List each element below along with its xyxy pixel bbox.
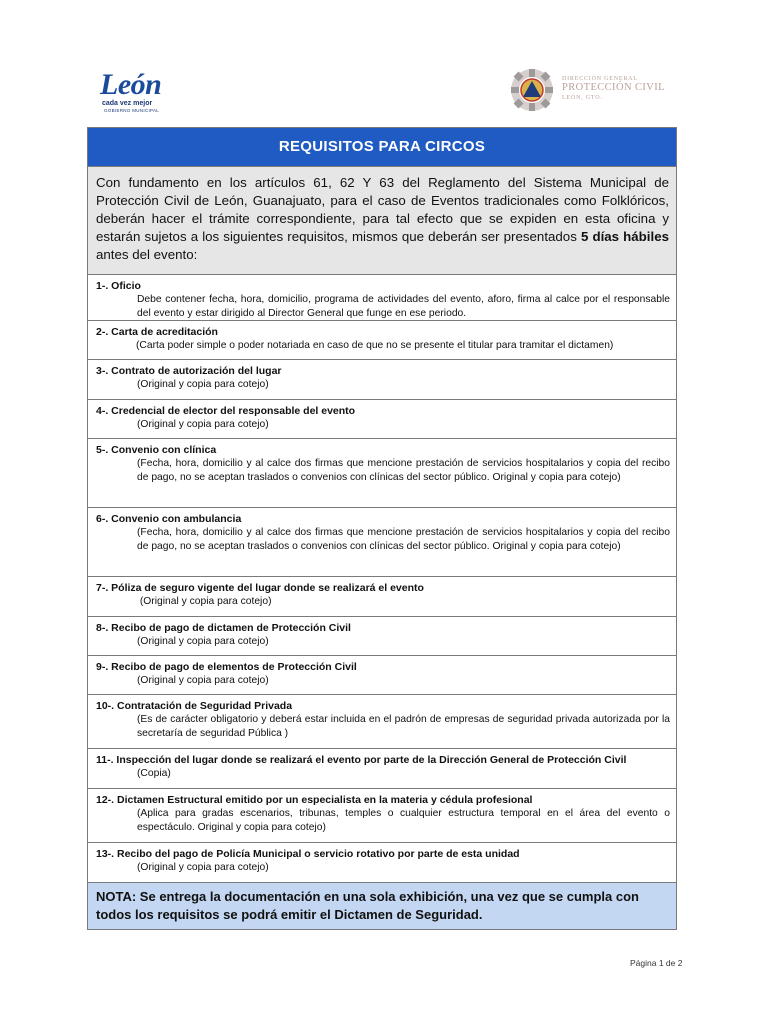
intro-paragraph: [88, 167, 676, 275]
pc-logo-line3: LEÓN, GTO.: [562, 94, 603, 101]
requirement-row: [88, 843, 676, 883]
requirement-title: 2-. Carta de acreditación: [96, 326, 218, 338]
requirement-title: 3-. Contrato de autorización del lugar: [96, 365, 282, 377]
requirement-title: 11-. Inspección del lugar donde se realizará el evento por parte de la Dirección General de Protección Civil: [96, 754, 627, 766]
requirement-title: 1-. Oficio: [96, 280, 141, 292]
requirement-desc: (Original y copia para cotejo): [137, 596, 272, 607]
intro-text-before: Con fundamento en los artículos 61, 62 Y 63 del Reglamento del Sistema Municipal de Protección Civil de León, Guanajuato, para el caso de Eventos tradicionales como Folklóricos, deberán hacer el trámite correspondiente, para tal efecto que se expiden en esta oficina y estarán sujetos a los siguientes requisitos, mismos que deberán ser presentados: [96, 175, 669, 244]
requirement-title: 5-. Convenio con clínica: [96, 444, 217, 456]
pc-logo-line2: PROTECCIÓN CIVIL: [562, 82, 665, 93]
requirement-row: [88, 617, 676, 656]
page-title: REQUISITOS PARA CIRCOS: [88, 128, 676, 167]
intro-text-after: antes del evento:: [96, 247, 198, 262]
requirement-title: 7-. Póliza de seguro vigente del lugar donde se realizará el evento: [96, 582, 424, 594]
requirement-row: [88, 749, 676, 789]
intro-bold-deadline: 5 días hábiles: [580, 229, 669, 244]
requirement-row: [88, 789, 676, 843]
requirement-desc: (Original y copia para cotejo): [137, 675, 269, 686]
leon-logo-subtitle: GOBIERNO MUNICIPAL: [104, 108, 160, 113]
requirement-desc: (Original y copia para cotejo): [137, 862, 269, 873]
requirement-title: 4-. Credencial de elector del responsable del evento: [96, 405, 356, 417]
requirement-title: 12-. Dictamen Estructural emitido por un especialista en la materia y cédula profesional: [96, 794, 533, 806]
requirement-title: 13-. Recibo del pago de Policía Municipal o servicio rotativo por parte de esta unidad: [96, 848, 520, 860]
proteccion-civil-logo: [510, 68, 670, 116]
page-header: [0, 0, 768, 128]
requirement-desc: (Fecha, hora, domicilio y al calce dos firmas que mencione prestación de servicios hospitalarios y copia del recibo de pago, no se aceptan traslados o convenios con clínicas del sector público. Original y copia para cotejo): [137, 527, 670, 552]
requirement-desc: (Aplica para gradas escenarios, tribunas, temples o cualquier estructura temporal en el área del evento o espectáculo. Original y copia para cotejo): [137, 808, 670, 833]
requirement-desc: (Original y copia para cotejo): [137, 419, 269, 430]
proteccion-civil-seal-icon: [510, 68, 554, 112]
requirement-desc: (Carta poder simple o poder notariada en caso de que no se presente el titular para tramitar el dictamen): [136, 340, 614, 351]
requirement-desc: (Fecha, hora, domicilio y al calce dos firmas que mencione prestación de servicios hospitalarios y copia del recibo de pago, no se aceptan traslados o convenios con clínicas del sector público. Original y copia para cotejo): [137, 458, 670, 483]
requirement-desc: (Copia): [137, 768, 171, 779]
leon-logo-word: León: [100, 68, 162, 101]
nota-box: NOTA: Se entrega la documentación en una sola exhibición, una vez que se cumpla con todos los requisitos se podrá emitir el Dictamen de Seguridad.: [88, 883, 676, 929]
requirements-table: [87, 127, 677, 930]
requirement-row: [88, 656, 676, 695]
leon-logo-tagline: cada vez mejor: [102, 100, 153, 107]
requirement-desc: (Original y copia para cotejo): [137, 636, 269, 647]
requirement-row: [88, 275, 676, 321]
page-number: Página 1 de 2: [630, 958, 683, 968]
requirement-desc: (Es de carácter obligatorio y deberá estar incluida en el padrón de empresas de seguridad privada autorizada por la secretaría de seguridad Pública ): [137, 714, 670, 739]
requirement-title: 10-. Contratación de Seguridad Privada: [96, 700, 293, 712]
requirement-row: [88, 508, 676, 577]
requirement-row: [88, 321, 676, 360]
pc-logo-line1: DIRECCIÓN GENERAL: [562, 76, 638, 82]
requirement-row: [88, 439, 676, 508]
requirement-desc: Debe contener fecha, hora, domicilio, programa de actividades del evento, aforo, firma al calce por el responsable del evento y estar dirigido al Director General que funge en ese periodo.: [137, 294, 670, 319]
requirement-title: 9-. Recibo de pago de elementos de Protección Civil: [96, 661, 357, 673]
leon-logo: [100, 70, 190, 122]
requirement-row: [88, 360, 676, 400]
requirement-title: 8-. Recibo de pago de dictamen de Protección Civil: [96, 622, 351, 634]
requirement-title: 6-. Convenio con ambulancia: [96, 513, 242, 525]
requirement-desc: (Original y copia para cotejo): [137, 379, 269, 390]
requirement-row: [88, 695, 676, 749]
requirement-row: [88, 577, 676, 617]
requirement-row: [88, 400, 676, 439]
